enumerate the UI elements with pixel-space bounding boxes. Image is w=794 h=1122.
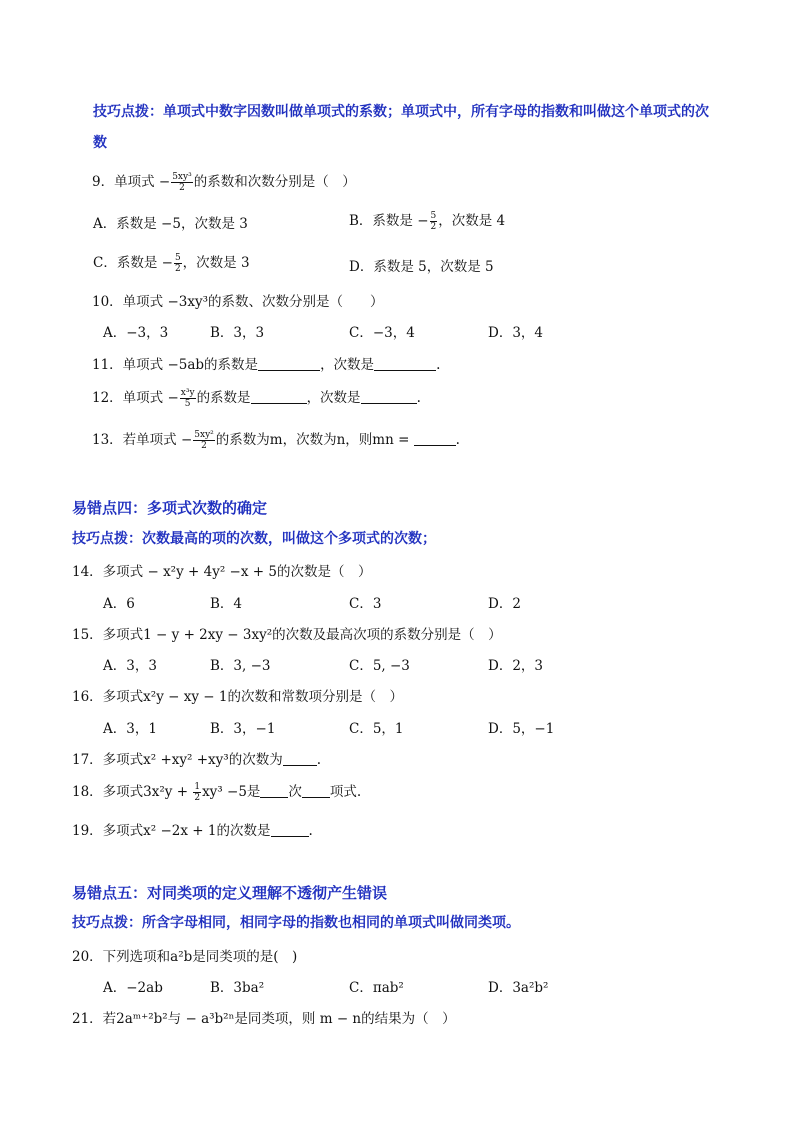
question-12 [92,386,421,409]
q9-c-fraction [174,253,182,274]
q14-option-c[interactable]: C．3 [349,596,382,612]
q9-c-frac-num: 5 [174,253,181,263]
tip-polynomial-degree: 技巧点拨：次数最高的项的次数，叫做这个多项式的次数； [72,531,436,547]
q14-option-a[interactable]: A．6 [103,596,135,612]
q19-post: . [308,823,313,839]
q18-blank-degree[interactable] [260,785,288,798]
q9-option-d[interactable]: D．系数是 5，次数是 5 [349,259,494,275]
q13-mid: 的系数为m，次数为n，则mn = [215,432,414,448]
question-11 [92,353,440,373]
q18-fraction [193,782,201,803]
q9-c-frac-den: 2 [174,264,181,274]
q12-blank-degree[interactable] [361,391,417,404]
q13-blank-mn[interactable] [414,433,456,446]
q12-mid1: 的系数是 [196,390,251,406]
q16-option-c[interactable]: C．5，1 [349,721,404,737]
q9-option-c[interactable] [93,251,250,274]
q9-b-fraction [430,211,438,232]
q20-option-b[interactable]: B．3ba² [210,980,265,996]
q19-blank[interactable] [271,824,309,837]
q16-option-a[interactable]: A．3，1 [103,721,157,737]
q12-fraction [180,388,196,409]
question-20: 20．下列选项和a²b是同类项的是( ) [72,949,298,965]
q9-sign: − [158,174,171,190]
tip-monomial-line2: 数 [93,135,107,151]
q13-post: . [455,432,460,448]
q9-b-post: ，次数是 4 [438,213,506,229]
q18-blank-terms[interactable] [302,785,330,798]
q11-blank-coefficient[interactable] [258,358,320,371]
question-13 [92,428,460,451]
section-heading-5: 易错点五：对同类项的定义理解不透彻产生错误 [72,884,388,902]
q15-option-c[interactable]: C．5, −3 [349,658,410,674]
q9-prefix: 单项式 [114,174,155,190]
q11-pre: 11．单项式 −5ab的系数是 [92,357,259,373]
question-18 [72,780,361,803]
q16-option-d[interactable]: D．5，−1 [488,721,555,737]
q18-frac-den: 2 [194,793,201,803]
question-21: 21．若2aᵐ⁺²b²与 − a³b²ⁿ是同类项，则 m − n的结果为（ ） [72,1011,456,1027]
q18-mid: xy³ −5是 [202,784,261,800]
question-15: 15．多项式1 − y + 2xy − 3xy²的次数及最高次项的系数分别是（ ） [72,627,502,643]
q12-pre: 12．单项式 − [92,390,179,406]
q9-suffix: 的系数和次数分别是（ ） [193,174,356,190]
q20-option-c[interactable]: C．πab² [349,980,404,996]
question-10: 10．单项式 −3xy³的系数、次数分别是（ ） [92,294,384,310]
q13-fraction [193,430,215,451]
q9-b-frac-num: 5 [430,211,437,221]
q18-post: 项式. [329,784,362,800]
question-9 [92,170,356,193]
q12-frac-den: 5 [184,399,191,409]
q9-b-pre: B．系数是 − [349,213,429,229]
q10-option-a[interactable]: A．−3，3 [103,325,169,341]
q18-mid2: 次 [288,784,302,800]
q18-frac-num: 1 [194,782,201,792]
q11-blank-degree[interactable] [374,358,436,371]
question-14: 14．多项式 − x²y + 4y² −x + 5的次数是（ ） [72,564,372,580]
q9-fraction [171,172,193,193]
q12-post: . [416,390,421,406]
tip-like-terms: 技巧点拨：所含字母相同，相同字母的指数也相同的单项式叫做同类项。 [72,915,520,931]
q9-b-frac-den: 2 [430,222,437,232]
q11-mid: ，次数是 [320,357,375,373]
q19-pre: 19．多项式x² −2x + 1的次数是 [72,823,271,839]
q12-blank-coefficient[interactable] [251,391,307,404]
question-19 [72,819,313,839]
q17-pre: 17．多项式x² +xy² +xy³的次数为 [72,752,283,768]
q13-frac-den: 2 [201,441,207,451]
q9-c-post: ，次数是 3 [182,255,250,271]
question-17 [72,748,321,768]
q9-option-b[interactable] [349,209,505,232]
q15-option-d[interactable]: D．2，3 [488,658,544,674]
section-heading-4: 易错点四：多项式次数的确定 [72,499,268,517]
q17-post: . [316,752,322,768]
q18-pre: 18．多项式3x²y + [72,784,193,800]
q9-frac-den: 2 [179,183,185,193]
q15-option-b[interactable]: B．3, −3 [210,658,271,674]
q11-post: . [436,357,441,373]
q20-option-d[interactable]: D．3a²b² [488,980,549,996]
q14-option-b[interactable]: B．4 [210,596,243,612]
q10-option-b[interactable]: B．3，3 [210,325,265,341]
q10-option-c[interactable]: C．−3，4 [349,325,415,341]
q17-blank[interactable] [283,753,317,766]
q14-option-d[interactable]: D．2 [488,596,521,612]
q9-option-a[interactable]: A．系数是 −5，次数是 3 [93,216,248,232]
q13-frac-num: 5xy² [194,430,214,440]
q12-mid2: ，次数是 [306,390,361,406]
q9-number: 9． [92,174,115,190]
question-16: 16．多项式x²y − xy − 1的次数和常数项分别是（ ） [72,689,403,705]
q12-frac-num: x³y [180,388,195,398]
q13-pre: 13．若单项式 − [92,432,193,448]
q10-option-d[interactable]: D．3，4 [488,325,544,341]
q9-c-pre: C．系数是 − [93,255,173,271]
q16-option-b[interactable]: B．3，−1 [210,721,276,737]
q9-frac-num: 5xy³ [172,172,192,182]
q20-option-a[interactable]: A．−2ab [103,980,163,996]
q15-option-a[interactable]: A．3，3 [103,658,157,674]
tip-monomial-line1: 技巧点拨：单项式中数字因数叫做单项式的系数；单项式中，所有字母的指数和叫做这个单项式的次 [93,104,709,120]
